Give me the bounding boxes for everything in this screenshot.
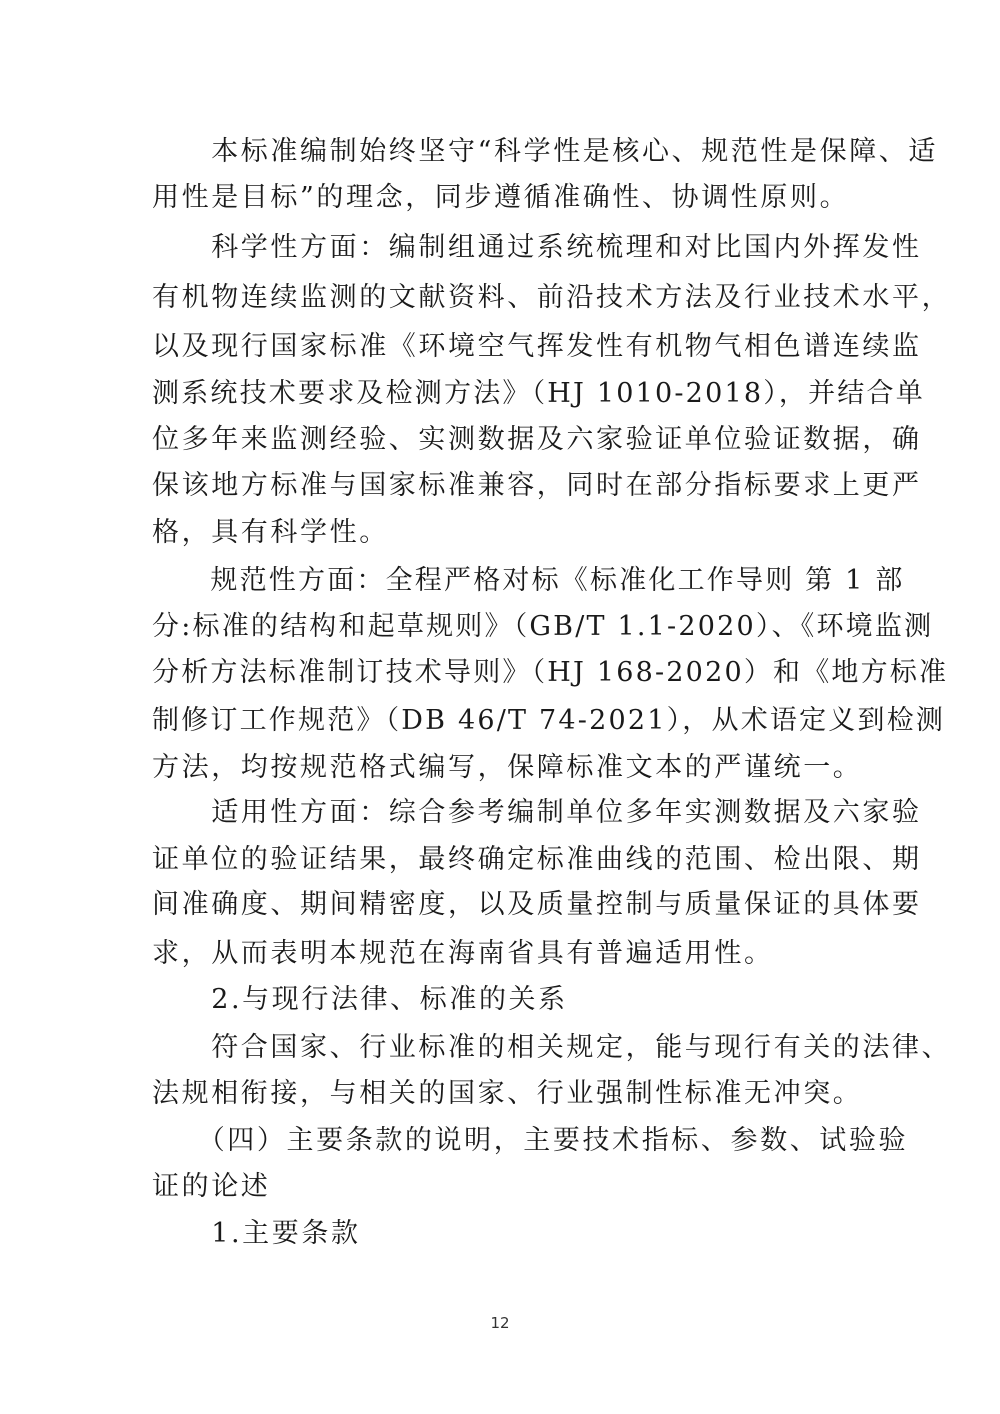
text-line: 分析方法标准制订技术导则》（HJ 168-2020）和《地方标准 bbox=[152, 657, 949, 688]
text-line: 制修订工作规范》（DB 46/T 74-2021），从术语定义到检测 bbox=[152, 705, 946, 736]
text-line: 间准确度、期间精密度，以及质量控制与质量保证的具体要 bbox=[152, 889, 922, 920]
text-line: 以及现行国家标准《环境空气挥发性有机物气相色谱连续监 bbox=[152, 331, 922, 362]
text-line: 符合国家、行业标准的相关规定，能与现行有关的法律、 bbox=[152, 1032, 952, 1063]
text-line: 科学性方面：编制组通过系统梳理和对比国内外挥发性 bbox=[152, 232, 922, 263]
text-line: 位多年来监测经验、实测数据及六家验证单位验证数据，确 bbox=[152, 424, 922, 455]
text-line: 保该地方标准与国家标准兼容，同时在部分指标要求上更严 bbox=[152, 470, 922, 501]
section-heading: 2.与现行法律、标准的关系 bbox=[152, 984, 568, 1015]
text-line: 格，具有科学性。 bbox=[152, 517, 389, 548]
text-line: 分:标准的结构和起草规则》（GB/T 1.1-2020）、《环境监测 bbox=[152, 611, 934, 642]
text-line: 求，从而表明本规范在海南省具有普遍适用性。 bbox=[152, 938, 774, 969]
section-heading: 1.主要条款 bbox=[152, 1218, 361, 1249]
page-number: 12 bbox=[490, 1314, 510, 1332]
section-heading: （四）主要条款的说明，主要技术指标、参数、试验验 bbox=[152, 1125, 909, 1156]
text-line: 规范性方面：全程严格对标《标准化工作导则 第 1 部 bbox=[152, 565, 905, 596]
text-line: 证单位的验证结果，最终确定标准曲线的范围、检出限、期 bbox=[152, 844, 922, 875]
text-line: 测系统技术要求及检测方法》（HJ 1010-2018），并结合单 bbox=[152, 378, 925, 409]
text-line: 有机物连续监测的文献资料、前沿技术方法及行业技术水平， bbox=[152, 282, 952, 313]
section-heading: 证的论述 bbox=[152, 1171, 271, 1202]
text-line: 本标准编制始终坚守“科学性是核心、规范性是保障、适 bbox=[152, 136, 939, 167]
text-line: 法规相衔接，与相关的国家、行业强制性标准无冲突。 bbox=[152, 1078, 863, 1109]
text-line: 用性是目标”的理念，同步遵循准确性、协调性原则。 bbox=[152, 182, 850, 213]
text-line: 适用性方面：综合参考编制单位多年实测数据及六家验 bbox=[152, 797, 922, 828]
text-line: 方法，均按规范格式编写，保障标准文本的严谨统一。 bbox=[152, 752, 863, 783]
